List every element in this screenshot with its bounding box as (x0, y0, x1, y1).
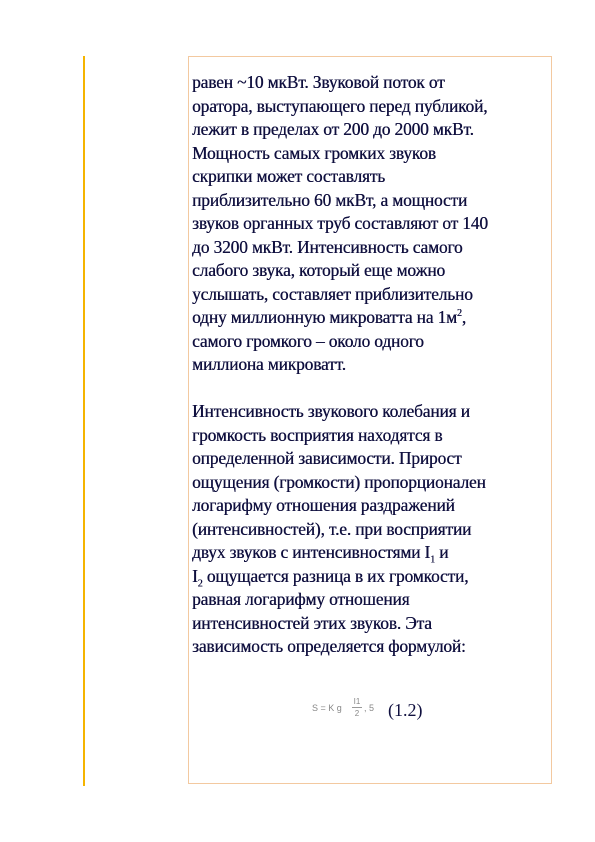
line-text: услышать, составляет приблизительно (192, 283, 473, 304)
text-line (192, 447, 550, 471)
text-line (192, 400, 550, 424)
formula-fraction (352, 697, 362, 718)
formula-main: S = K g (312, 703, 342, 713)
left-margin-rule (83, 56, 85, 786)
text-line (192, 588, 550, 612)
line-text-tail: и (434, 542, 449, 562)
line-text-tail: ощущается разница в их громкости, (202, 565, 469, 586)
text-line (192, 541, 550, 565)
line-text: Интенсивность звукового колебания и (192, 401, 470, 421)
text-line (192, 71, 550, 95)
paragraph-1 (192, 71, 550, 377)
text-line (192, 236, 550, 260)
paragraph-2 (192, 400, 550, 659)
text-line (192, 95, 550, 119)
text-line (192, 283, 550, 307)
formula-tail: , 5 (364, 703, 375, 713)
line-text: звуков органных труб составляют от 140 (192, 213, 488, 233)
line-text: скрипки может составлять (192, 166, 385, 186)
line-text: (интенсивностей), т.е. при восприятии (192, 518, 472, 539)
line-text: зависимость определяется формулой: (192, 636, 466, 656)
line-text: интенсивностей этих звуков. Эта (192, 612, 432, 633)
line-text: I (192, 565, 198, 586)
text-line (192, 259, 550, 283)
line-text-tail: , (461, 307, 466, 327)
text-line (192, 306, 550, 330)
line-text: громкость восприятия находятся в (192, 424, 443, 445)
superscript: 2 (456, 308, 462, 320)
text-line (192, 494, 550, 518)
text-line (192, 189, 550, 213)
formula (312, 697, 382, 721)
line-text: ощущения (громкости) пропорционален (192, 471, 486, 492)
formula-denominator: 2 (354, 709, 360, 718)
fraction-bar (352, 707, 362, 708)
text-line (192, 424, 550, 448)
text-line (192, 635, 550, 659)
line-text: слабого звука, который еще можно (192, 260, 445, 280)
text-line (192, 612, 550, 636)
text-line (192, 471, 550, 495)
text-line (192, 142, 550, 166)
line-text: равная логарифму отношения (192, 589, 410, 609)
line-text: лежит в пределах от 200 до 2000 мкВт. (192, 119, 474, 139)
text-line (192, 212, 550, 236)
paragraph-gap (192, 377, 550, 401)
equation-number: (1.2) (388, 700, 423, 720)
line-text: одну миллионную микроватта на 1м (192, 307, 457, 327)
formula-row (312, 697, 452, 725)
line-text: Мощность самых громких звуков (192, 142, 436, 163)
text-body (192, 71, 550, 659)
line-text: самого громкого – около одного (192, 330, 424, 351)
text-line (192, 330, 550, 354)
line-text: определенной зависимости. Прирост (192, 448, 462, 468)
line-text: двух звуков с интенсивностями I (192, 542, 431, 562)
subscript: 2 (197, 577, 203, 589)
text-line (192, 565, 550, 589)
line-text: до 3200 мкВт. Интенсивность самого (192, 236, 463, 257)
text-line (192, 353, 550, 377)
line-text: миллиона микроватт. (192, 354, 346, 374)
line-text: оратора, выступающего перед публикой, (192, 95, 488, 116)
text-line (192, 118, 550, 142)
line-text: приблизительно 60 мкВт, а мощности (192, 189, 468, 210)
formula-numerator: I1 (353, 697, 361, 706)
text-line (192, 165, 550, 189)
line-text: равен ~10 мкВт. Звуковой поток от (192, 72, 445, 92)
line-text: логарифму отношения раздражений (192, 495, 455, 515)
subscript: 1 (430, 554, 435, 566)
text-line (192, 518, 550, 542)
